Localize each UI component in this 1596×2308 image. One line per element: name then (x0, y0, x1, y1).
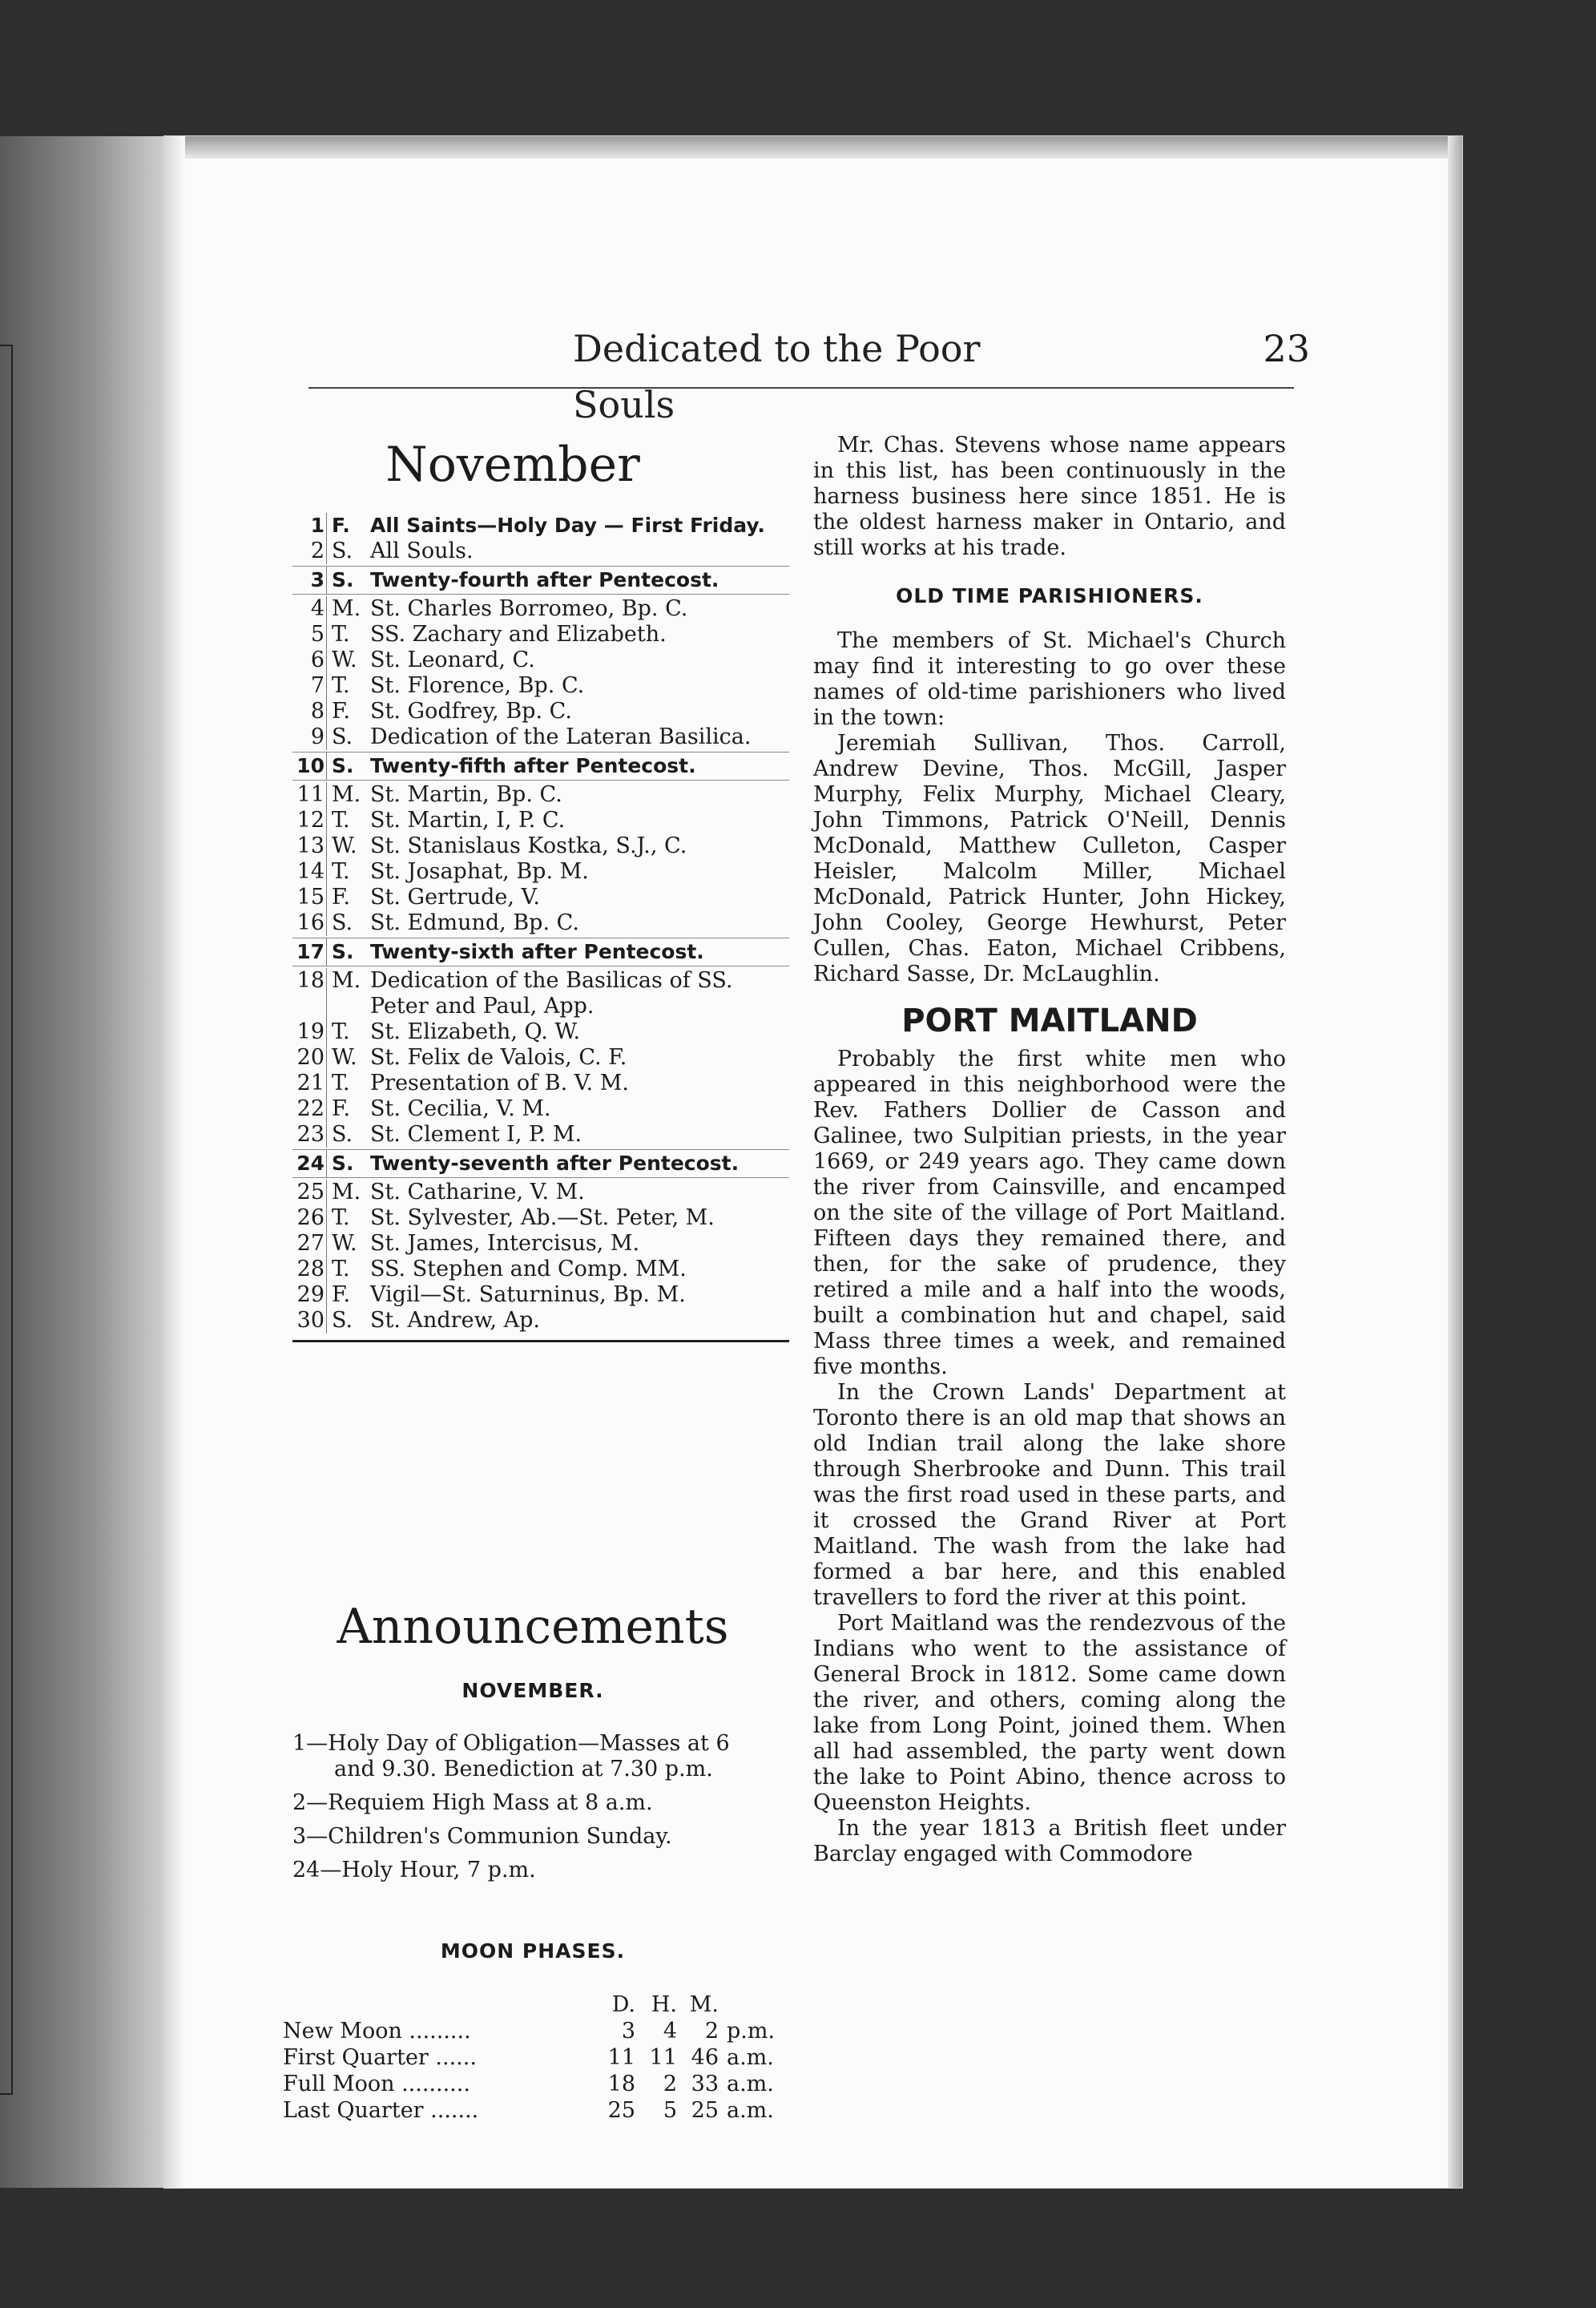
calendar-feast: St. Martin, Bp. C. (370, 782, 562, 807)
calendar-weekday: S. (332, 568, 354, 591)
calendar-day-number: 4 (292, 596, 327, 622)
maitland-paragraph: Probably the first white men who appeared in this neighborhood were the Rev. Fathers Dollier de Casson and Galinee, two Sulpitian priests, in the year 1669, or 249 years ago. They came down the river from Cainsville, and encamped on the site of the village of Port Maitland. Fifteen days they remained there, and then, for the sake of prudence, they retired a mile and a half into the woods, built a combination hut and chapel, said Mass three times a week, and remained five months. (813, 1047, 1286, 1379)
calendar-row (292, 1096, 789, 1122)
calendar-feast: SS. Stephen and Comp. MM. (370, 1257, 687, 1281)
calendar-day-number: 16 (292, 910, 327, 936)
maitland-paragraph: In the Crown Lands' Department at Toronto there is an old map that shows an old Indian trail along the lake shore through Sherbrooke and Dunn. This trail was the first road used in these parts, and it crossed the Grand River at Port Maitland. The wash from the lake had formed a bar here, and this enabled travellers to ford the river at this point. (813, 1380, 1286, 1610)
calendar-feast: Twenty-fourth after Pentecost. (370, 568, 719, 591)
calendar-day-number: 2 (292, 539, 327, 564)
calendar-weekday: T. (332, 859, 350, 884)
calendar-table (292, 513, 789, 1342)
calendar-feast: St. Felix de Valois, C. F. (370, 1045, 627, 1070)
calendar-day-number: 24 (292, 1150, 327, 1177)
calendar-row (292, 782, 789, 808)
calendar-row (292, 885, 789, 910)
parishioners-intro: The members of St. Michael's Church may find it interesting to go over these names of old-time parishioners who lived in the town: (813, 628, 1286, 730)
calendar-day-number: 26 (292, 1205, 327, 1231)
calendar-day-number: 12 (292, 808, 327, 833)
moon-ampm: a.m. (727, 2072, 774, 2096)
calendar-sunday-row (292, 566, 789, 595)
calendar-row (292, 1205, 789, 1231)
port-maitland-heading: PORT MAITLAND (901, 1003, 1198, 1039)
calendar-row (292, 968, 789, 1019)
calendar-day-number: 3 (292, 567, 327, 594)
calendar-feast: Twenty-seventh after Pentecost. (370, 1152, 740, 1175)
calendar-weekday: M. (332, 968, 361, 993)
moon-ampm: a.m. (727, 2098, 774, 2123)
calendar-day-number: 23 (292, 1122, 327, 1148)
announcement-item: 2—Requiem High Mass at 8 a.m. (292, 1790, 653, 1815)
calendar-day-number: 10 (292, 753, 327, 780)
moon-ampm: p.m. (727, 2019, 776, 2044)
calendar-weekday: S. (332, 940, 354, 963)
calendar-weekday: T. (332, 1257, 350, 1281)
calendar-weekday: S. (332, 724, 353, 749)
calendar-day-number: 18 (292, 968, 327, 1019)
moon-ampm: a.m. (727, 2045, 774, 2070)
calendar-row (292, 724, 789, 750)
calendar-day-number: 30 (292, 1308, 327, 1334)
calendar-weekday: F. (332, 699, 351, 724)
calendar-feast: St. Gertrude, V. (370, 885, 540, 910)
calendar-weekday: S. (332, 754, 354, 777)
calendar-day-number: 17 (292, 938, 327, 966)
calendar-feast: All Souls. (370, 539, 474, 563)
maitland-paragraph: Port Maitland was the rendezvous of the Indians who went to the assistance of General Brock in 1812. Some came down the river, and others, coming along the lake from Long Point, joined them. When all had assembled, the party went down the lake to Point Abino, thence across to Queenston Heights. (813, 1611, 1286, 1815)
moon-day: 3 (621, 2019, 635, 2044)
calendar-feast: Twenty-sixth after Pentecost. (370, 940, 704, 963)
moon-header-row (283, 1991, 780, 2018)
calendar-weekday: W. (332, 833, 357, 858)
calendar-day-number: 5 (292, 622, 327, 648)
calendar-weekday: M. (332, 596, 361, 621)
calendar-feast: St. Elizabeth, Q. W. (370, 1019, 581, 1044)
calendar-weekday: M. (332, 782, 361, 807)
calendar-weekday: F. (332, 885, 351, 910)
moon-hour: 4 (663, 2019, 677, 2044)
calendar-weekday: S. (332, 1152, 354, 1175)
page-top-edge (164, 136, 1462, 159)
calendar-feast: St. Martin, I, P. C. (370, 808, 566, 833)
calendar-day-number: 25 (292, 1180, 327, 1205)
maitland-paragraph: In the year 1813 a British fleet under Barclay engaged with Commodore (813, 1816, 1286, 1866)
calendar-feast: Dedication of the Basilicas of SS. Peter and Paul, App. (370, 968, 733, 1019)
calendar-day-number: 20 (292, 1045, 327, 1071)
calendar-weekday: M. (332, 1180, 361, 1204)
calendar-weekday: W. (332, 1045, 357, 1070)
calendar-weekday: F. (332, 514, 350, 537)
calendar-day-number: 28 (292, 1257, 327, 1282)
calendar-row (292, 513, 789, 539)
calendar-feast: St. Stanislaus Kostka, S.J., C. (370, 833, 687, 858)
calendar-feast: St. Catharine, V. M. (370, 1180, 585, 1204)
calendar-day-number: 7 (292, 673, 327, 699)
calendar-row (292, 648, 789, 673)
calendar-feast: St. Florence, Bp. C. (370, 673, 585, 698)
calendar-row (292, 1282, 789, 1308)
calendar-day-number: 14 (292, 859, 327, 885)
moon-label: Last Quarter ....... (283, 2098, 479, 2123)
moon-label: Full Moon .......... (283, 2072, 470, 2096)
calendar-day-number: 15 (292, 885, 327, 910)
calendar-feast: St. Charles Borromeo, Bp. C. (370, 596, 688, 621)
col-header-minutes: M. (689, 1992, 719, 2017)
announcement-item: 24—Holy Hour, 7 p.m. (292, 1858, 536, 1882)
announcements-subtitle: NOVEMBER. (461, 1679, 604, 1702)
calendar-day-number: 13 (292, 833, 327, 859)
calendar-row (292, 808, 789, 833)
calendar-day-number: 9 (292, 724, 327, 750)
calendar-row (292, 1231, 789, 1257)
running-title: Dedicated to the Poor Souls (573, 327, 981, 426)
calendar-row (292, 1257, 789, 1282)
calendar-row (292, 1019, 789, 1045)
calendar-feast: All Saints—Holy Day — First Friday. (370, 514, 765, 537)
moon-row (283, 2044, 780, 2071)
page-border-line (0, 345, 13, 2095)
calendar-day-number: 29 (292, 1282, 327, 1308)
calendar-day-number: 21 (292, 1071, 327, 1096)
calendar-day-number: 11 (292, 782, 327, 808)
calendar-row (292, 833, 789, 859)
calendar-row (292, 1071, 789, 1096)
calendar-day-number: 6 (292, 648, 327, 673)
calendar-day-number: 22 (292, 1096, 327, 1122)
calendar-sunday-row (292, 752, 789, 781)
moon-row (283, 2018, 780, 2044)
moon-day: 18 (607, 2072, 635, 2096)
calendar-weekday: T. (332, 1019, 350, 1044)
page-right-edge (1448, 136, 1462, 2188)
col-header-hours: H. (651, 1992, 677, 2017)
calendar-feast: St. Andrew, Ap. (370, 1308, 541, 1333)
calendar-title: November (385, 437, 640, 493)
page-number: 23 (1263, 327, 1310, 370)
calendar-feast: St. Leonard, C. (370, 648, 535, 672)
page-gutter (164, 136, 185, 2188)
calendar-feast: Presentation of B. V. M. (370, 1071, 629, 1095)
calendar-row (292, 1122, 789, 1148)
calendar-feast: St. Clement I, P. M. (370, 1122, 582, 1147)
col-header-days: D. (611, 1992, 635, 2017)
calendar-weekday: F. (332, 1282, 351, 1307)
announcement-item: 1—Holy Day of Obligation—Masses at 6 and 9.30. Benediction at 7.30 p.m. (292, 1731, 730, 1781)
calendar-weekday: T. (332, 1205, 350, 1230)
calendar-feast: St. James, Intercisus, M. (370, 1231, 640, 1256)
calendar-weekday: S. (332, 910, 353, 935)
moon-label: New Moon ......... (283, 2019, 471, 2044)
right-column (813, 433, 1286, 1867)
announcement-item: 3—Children's Communion Sunday. (292, 1824, 672, 1849)
calendar-feast: St. Godfrey, Bp. C. (370, 699, 572, 724)
moon-hour: 2 (663, 2072, 677, 2096)
calendar-day-number: 1 (292, 513, 327, 539)
calendar-feast: St. Edmund, Bp. C. (370, 910, 579, 935)
calendar-weekday: W. (332, 1231, 357, 1256)
calendar-row (292, 1180, 789, 1205)
calendar-row (292, 596, 789, 622)
moon-hour: 11 (649, 2045, 677, 2070)
calendar-weekday: S. (332, 1122, 353, 1147)
parishioners-heading: OLD TIME PARISHIONERS. (896, 584, 1203, 607)
calendar-feast: Vigil—St. Saturninus, Bp. M. (370, 1282, 686, 1307)
moon-hour: 5 (663, 2098, 677, 2123)
stevens-paragraph: Mr. Chas. Stevens whose name appears in this list, has been continuously in the harness business here since 1851. He is the oldest harness maker in Ontario, and still works at his trade. (813, 433, 1286, 560)
calendar-feast: Twenty-fifth after Pentecost. (370, 754, 696, 777)
calendar-feast: St. Sylvester, Ab.—St. Peter, M. (370, 1205, 715, 1230)
previous-page-edge (0, 136, 164, 2188)
calendar-weekday: T. (332, 622, 350, 647)
calendar-day-number: 19 (292, 1019, 327, 1045)
calendar-end-rule (292, 1340, 789, 1342)
calendar-feast: SS. Zachary and Elizabeth. (370, 622, 667, 647)
moon-minute: 2 (704, 2019, 719, 2044)
calendar-weekday: W. (332, 648, 357, 672)
moon-day: 25 (607, 2098, 635, 2123)
calendar-weekday: T. (332, 808, 350, 833)
calendar-day-number: 27 (292, 1231, 327, 1257)
moon-phases-table (283, 1991, 780, 2124)
book-page (164, 136, 1462, 2188)
announcements-list (292, 1731, 773, 1891)
moon-row (283, 2097, 780, 2124)
calendar-row (292, 622, 789, 648)
calendar-feast: Dedication of the Lateran Basilica. (370, 724, 752, 749)
calendar-weekday: F. (332, 1096, 351, 1121)
calendar-row (292, 910, 789, 936)
calendar-feast: St. Cecilia, V. M. (370, 1096, 551, 1121)
calendar-weekday: T. (332, 1071, 350, 1095)
moon-minute: 46 (691, 2045, 719, 2070)
moon-label: First Quarter ...... (283, 2045, 477, 2070)
announcements-title: Announcements (337, 1599, 729, 1655)
calendar-row (292, 1308, 789, 1334)
parishioners-names: Jeremiah Sullivan, Thos. Carroll, Andrew Devine, Thos. McGill, Jasper Murphy, Felix Murphy, Michael Cleary, John Timmons, Patrick O'Neill, Dennis McDonald, Matthew Culleton, Casper Heisler, Malcolm Miller, Michael McDonald, Patrick Hunter, John Hickey, John Cooley, George Hewhurst, Peter Cullen, Chas. Eaton, Michael Cribbens, Richard Sasse, Dr. McLaughlin. (813, 731, 1286, 987)
calendar-day-number: 8 (292, 699, 327, 724)
calendar-row (292, 539, 789, 564)
calendar-feast: St. Josaphat, Bp. M. (370, 859, 589, 884)
header-rule (308, 387, 1294, 389)
moon-minute: 33 (691, 2072, 719, 2096)
calendar-row (292, 1045, 789, 1071)
calendar-row (292, 859, 789, 885)
calendar-row (292, 673, 789, 699)
calendar-weekday: S. (332, 1308, 353, 1333)
calendar-weekday: T. (332, 673, 350, 698)
moon-day: 11 (607, 2045, 635, 2070)
moon-row (283, 2071, 780, 2097)
moon-minute: 25 (691, 2098, 719, 2123)
calendar-sunday-row (292, 1149, 789, 1178)
calendar-weekday: S. (332, 539, 353, 563)
calendar-row (292, 699, 789, 724)
calendar-sunday-row (292, 938, 789, 966)
moon-phases-title: MOON PHASES. (440, 1939, 626, 1963)
